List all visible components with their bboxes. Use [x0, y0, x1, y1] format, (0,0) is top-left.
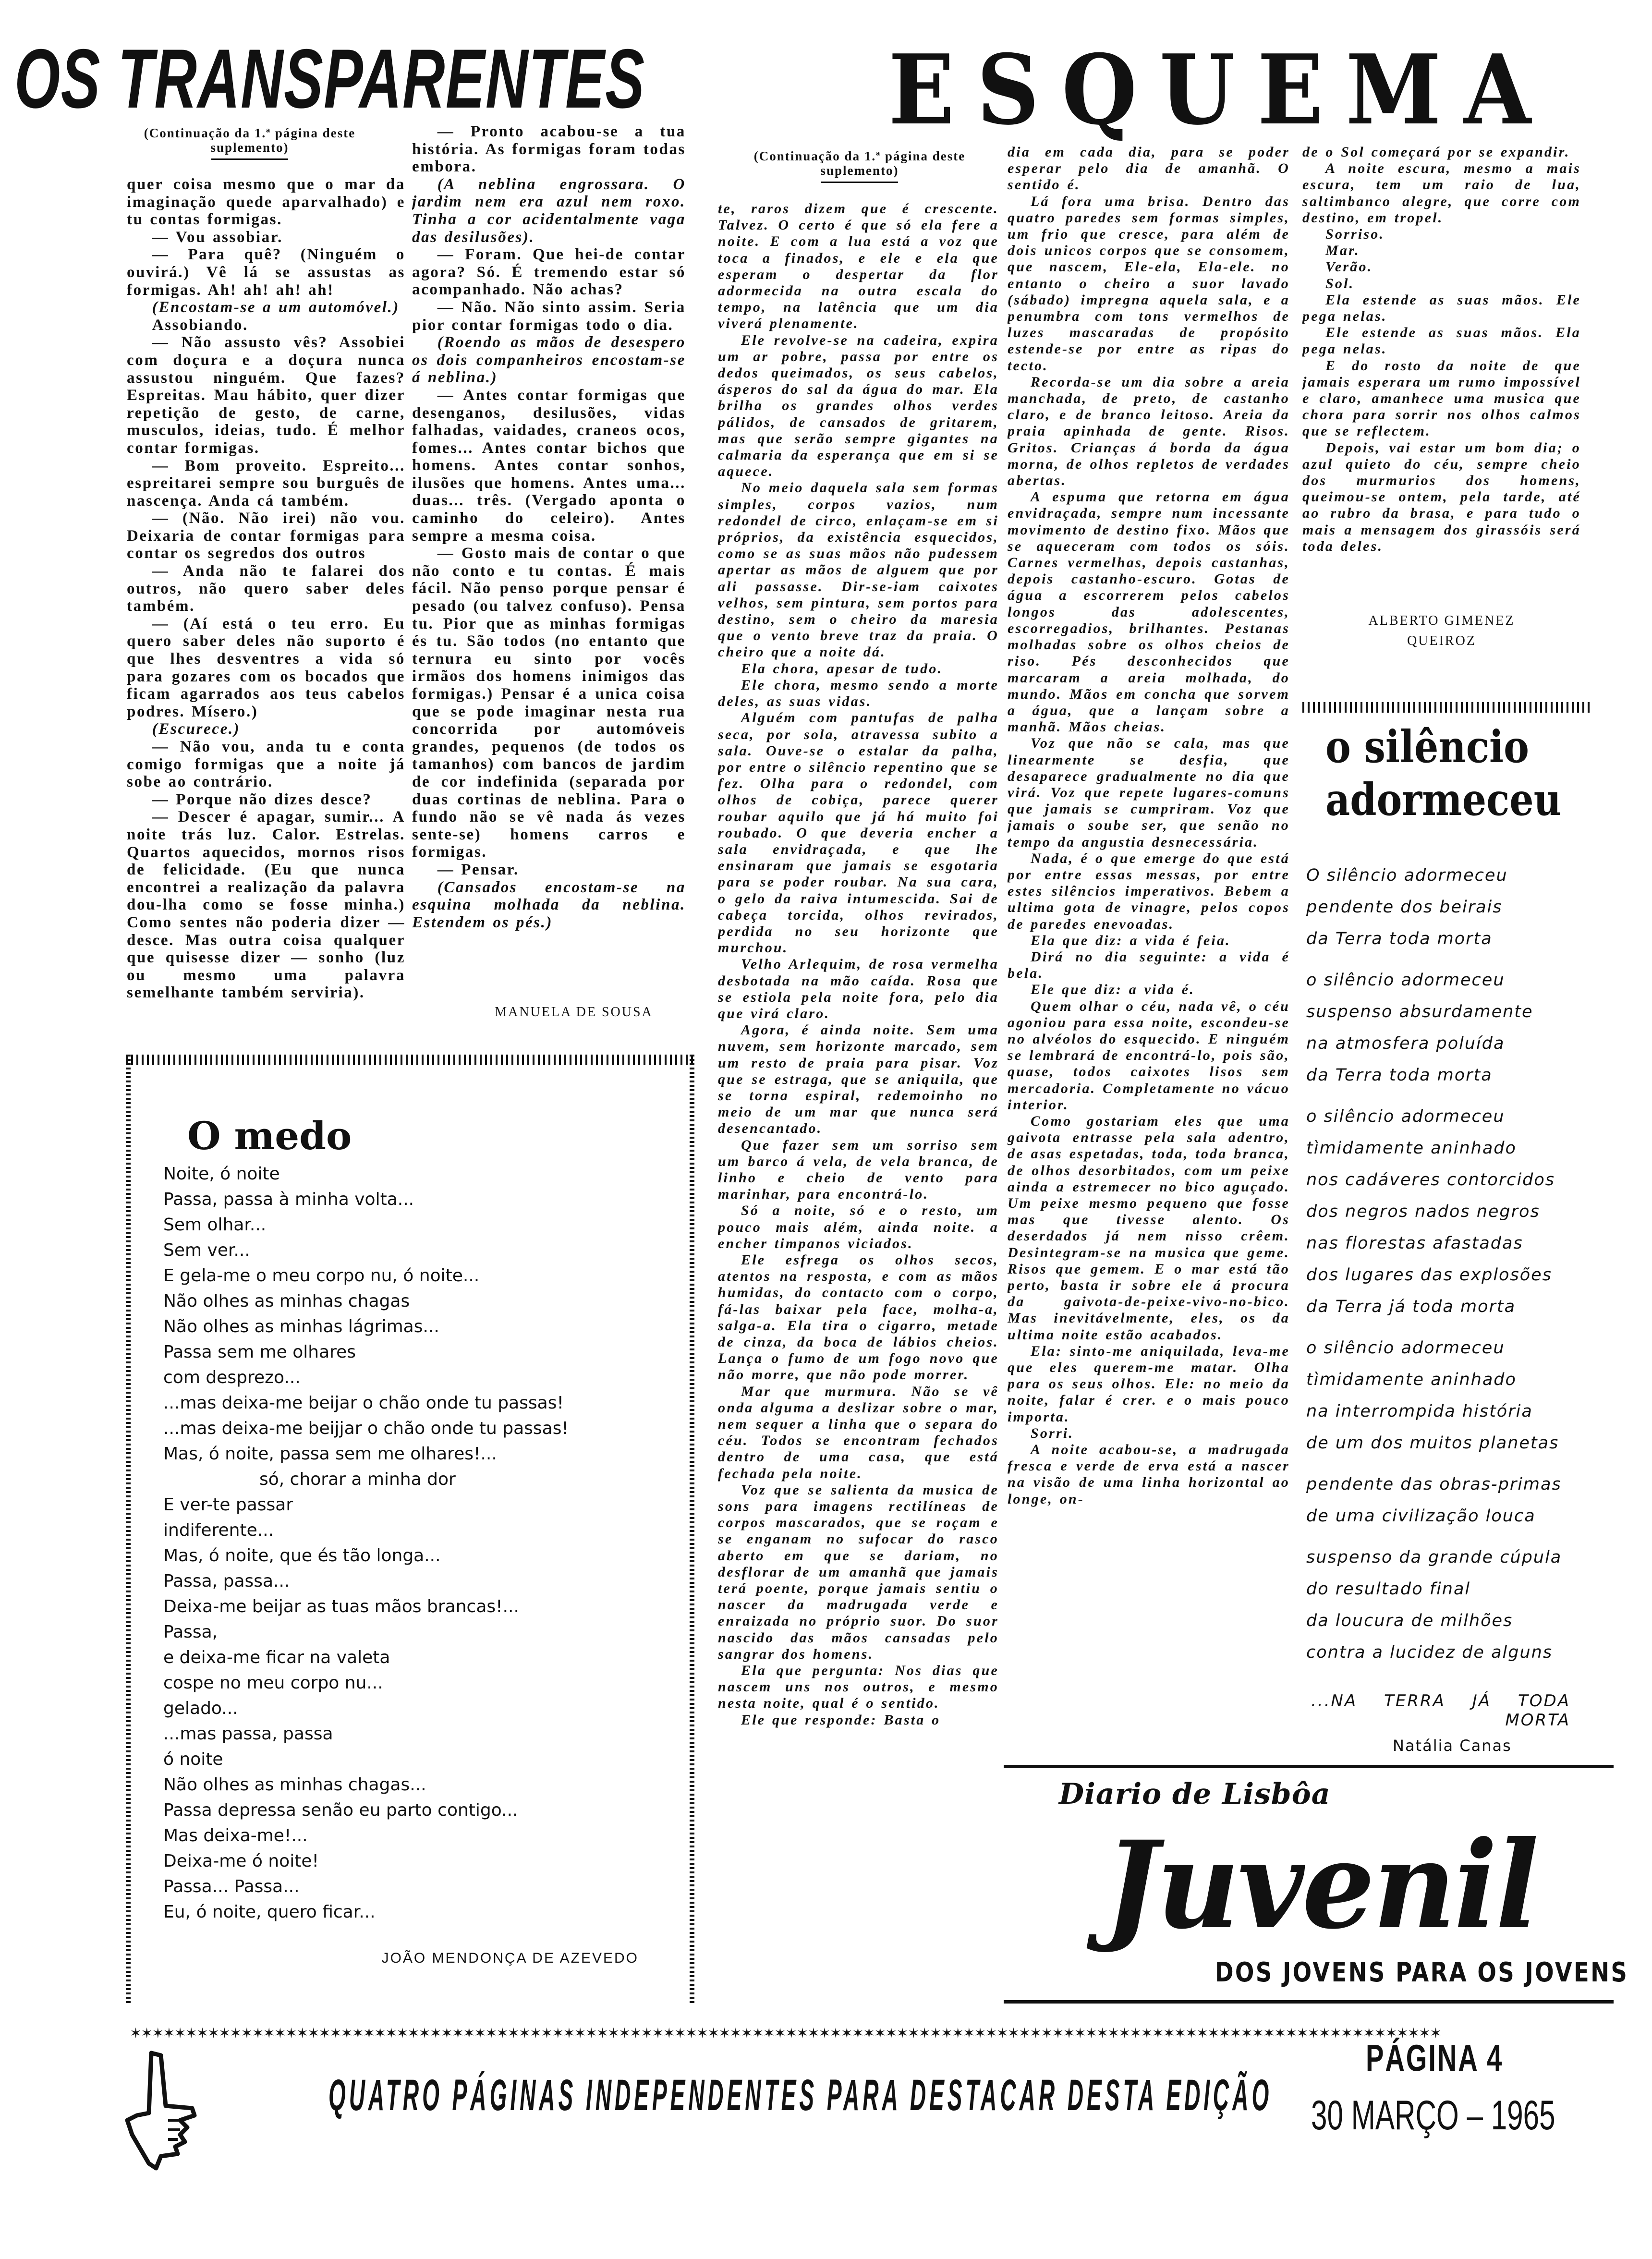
poem-line: na interrompida história — [1306, 1402, 1533, 1421]
poem-silencio-body — [1306, 860, 1604, 1678]
footer-headline: QUATRO PÁGINAS INDEPENDENTES PARA DESTACAR DESTA EDIÇÃO — [328, 2071, 1273, 2120]
paragraph: Voz que não se cala, mas que linearmente se desfia, que desaparece gradualmente no dia que virá. Voz que repete lugares-comuns que jamais se cumpriram. Voz que jamais o soube ser, que senão no tempo da angustia desnecessária. — [1008, 735, 1290, 850]
paragraph: Ela estende as suas mãos. Ele pega nelas. — [1302, 291, 1581, 325]
box-border-right — [690, 1055, 694, 2003]
decorative-divider — [1302, 702, 1591, 713]
poem-line: O silêncio adormeceu — [1306, 866, 1508, 885]
poem-line: ...mas deixa-me beijar o chão onde tu passas! — [163, 1393, 564, 1413]
poem-line: Passa... Passa... — [163, 1877, 300, 1896]
paragraph: Ela que diz: a vida é feia. — [1031, 932, 1231, 948]
poem-line: ...mas deixa-me beijjar o chão onde tu passas! — [163, 1419, 569, 1438]
poem-line: dos negros nados negros — [1306, 1202, 1540, 1221]
masthead-tagline: DOS JOVENS PARA OS JOVENS — [1215, 1957, 1629, 1988]
poem-line: tìmidamente aninhado — [1306, 1370, 1517, 1389]
paragraph: A noite acabou-se, a madrugada fresca e verde de erva está a nascer na visão de uma linha horizontal ao longe, on- — [1008, 1442, 1290, 1507]
esquema-column-3 — [1302, 144, 1581, 603]
paragraph: Sorri. — [1031, 1425, 1074, 1441]
paragraph: de o Sol começará por se expandir. — [1302, 144, 1570, 160]
paragraph: Depois, vai estar um bom dia; o azul quieto do céu, sempre cheio dos murmurios dos homens, queimou-se ontem, pela tarde, até ao rubro da brasa, e para tudo o mais a mensagem dos girassóis será toda deles. — [1302, 439, 1581, 554]
paragraph: — Anda não te falarei dos outros, não quero saber deles também. — [127, 562, 405, 615]
stage-direction: (A neblina engrossara. O jardim nem era azul nem roxo. Tinha a cor acidentalmente vaga das desilusões). — [412, 175, 686, 246]
poem-line: E gela-me o meu corpo nu, ó noite... — [163, 1266, 480, 1286]
poem-line: o silêncio adormeceu — [1306, 971, 1505, 990]
author-line: ALBERTO GIMENEZ — [1368, 613, 1515, 628]
divider-rule — [1004, 1765, 1614, 1768]
poem-stanza — [1306, 1542, 1604, 1668]
poem-stanza — [1306, 964, 1604, 1091]
poem-line: Não olhes as minhas chagas... — [163, 1775, 426, 1795]
paragraph: Agora, é ainda noite. Sem uma nuvem, sem horizonte marcado, sem um resto de praia para pisar. Voz que se estraga, que se aniquila, que se torna espiral, redemoinho no meio de um mar que nunca será desencantado. — [718, 1022, 999, 1137]
stage-direction: (Escurece.) — [152, 720, 241, 738]
paragraph: — Não assusto vês? Assobiei com doçura e a doçura nunca assustou ninguém. Que fazes? Espreitas. Mau hábito, quer dizer repetição de gesto, de carne, musculos, ideias, tudo. É melhor contar formigas. — [127, 334, 405, 457]
poem-line: e deixa-me ficar na valeta — [163, 1648, 390, 1667]
paragraph: Ele que responde: Basta o — [741, 1712, 941, 1728]
author-natalia-canas: Natália Canas — [1393, 1737, 1512, 1755]
paragraph: Como gostariam eles que uma gaivota entrasse pela sala adentro, de asas espetadas, toda, toda branca, de olhos desorbitados, com um peixe ainda a estremecer no bico aguçado. Um peixe mesmo pequeno que fosse mas que tivesse alento. Os deserdados já nem nisso crêem. Desintegram-se na musica que geme. Risos que gemem. E o mar está tão perto, basta ir sobre ele á procura da gaivota-de-peixe-vivo-no-bico. Mas inevitávelmente, eles, os da ultima noite estão acabados. — [1008, 1113, 1290, 1343]
poem-line: dos lugares das explosões — [1306, 1265, 1552, 1285]
paragraph: A espuma que retorna em água envidraçada, sempre num incessante movimento de destino fixo. Mãos que se aqueceram com todos os sóis. Carnes vermelhas, depois castanhas, depois castanho-escuro. Gotas de água a escorrerem pelos cabelos longos das adolescentes, escorregadios, brilhantes. Pestanas molhadas sobre os olhos cheios de riso. Pés desconhecidos que marcaram a areia molhada, do mundo. Mãos em concha que sorvem a água, que a lançam sobre a manhã. Mãos cheias. — [1008, 489, 1290, 735]
poem-line: na atmosfera poluída — [1306, 1034, 1505, 1053]
page-number: PÁGINA 4 — [1366, 2037, 1504, 2079]
paragraph: Ela: sinto-me aniquilada, leva-me que eles querem-me matar. Olha para os seus olhos. Ele: no meio da noite, falar é crer. e o mais pouco importa. — [1008, 1343, 1290, 1425]
title-line: o silêncio — [1325, 721, 1529, 773]
poem-line: Passa, passa... — [163, 1571, 290, 1591]
poem-stanza — [1306, 1332, 1604, 1459]
star-border-row: ✶✶✶✶✶✶✶✶✶✶✶✶✶✶✶✶✶✶✶✶✶✶✶✶✶✶✶✶✶✶✶✶✶✶✶✶✶✶✶✶✶✶✶✶✶✶✶✶✶✶✶✶✶✶✶✶✶✶✶✶✶✶✶✶✶✶✶✶✶✶✶✶✶✶✶✶✶✶✶✶✶✶✶✶✶✶✶✶✶✶✶✶✶✶✶✶✶✶✶✶✶✶✶✶✶✶✶✶✶✶✶✶✶✶✶✶✶✶ — [130, 2025, 1441, 2042]
stage-direction: (Cansados encostam-se na esquina molhada da neblina. Estendem os pés.) — [412, 878, 686, 931]
poem-line: ...mas passa, passa — [163, 1724, 333, 1744]
poem-line: de uma civilização louca — [1306, 1506, 1536, 1526]
paragraph: — Não vou, anda tu e conta comigo formigas que a noite já sobe ao contrário. — [127, 738, 405, 791]
poem-line: do resultado final — [1306, 1579, 1471, 1599]
issue-date: 30 MARÇO – 1965 — [1311, 2092, 1555, 2138]
paragraph: Mar que murmura. Não se vê onda alguma a deslizar sobre o mar, nem sequer a linha que o separa do céu. Todos se encontram fechados dentro de uma casa, que está fechada pela noite. — [718, 1383, 999, 1482]
masthead-diario-de-lisboa: Diario de Lisbôa — [1059, 1777, 1331, 1811]
poem-line: da loucura de milhões — [1306, 1611, 1513, 1630]
poem-line: Sem ver... — [163, 1240, 250, 1260]
transparentes-column-1 — [127, 176, 405, 1026]
poem-line: suspenso absurdamente — [1306, 1002, 1533, 1021]
paragraph: quer coisa mesmo que o mar da imaginação quede aparvalhado) e tu contas formigas. — [127, 176, 405, 229]
title-line: adormeceu — [1325, 774, 1562, 826]
paragraph: Nada, é o que emerge do que está por entre essas messas, por entre estes silêncios imperativos. Bebem a ultima gota de vinagre, pelos copos de paredes enevoadas. — [1008, 850, 1290, 932]
paragraph: — Pronto acabou-se a tua história. As formigas foram todas embora. — [412, 123, 686, 176]
poem-line: Passa, passa à minha volta... — [163, 1190, 414, 1209]
paragraph: E do rosto da noite de que jamais esperara um rumo impossível e claro, amanhece uma musica que chora para sorrir nos olhos calmos que se reflectem. — [1302, 357, 1581, 439]
poem-line: indiferente... — [163, 1520, 274, 1540]
paragraph: — Gosto mais de contar o que não conto e tu contas. É mais fácil. Não penso porque pensar é pesado (ou talvez confuso). Pensa tu. Pior que as minhas formigas és tu. São todos (no entanto que ternura eu sinto por vocês irmãos dos homens inimigos das formigas.) Pensar é a unica coisa que se pode imaginar nesta rua concorrida por automóveis grandes, pequenos (de todos os tamanhos) com bancos de jardim de cor indefinida (separada por duas cortinas de neblina. Para o fundo não se vê nada ás vezes sente-se) homens carros e formigas. — [412, 545, 686, 861]
paragraph: — Pensar. — [437, 861, 519, 878]
author-line: QUEIROZ — [1407, 633, 1476, 648]
poem-line: da Terra toda morta — [1306, 1066, 1493, 1085]
poem-line: suspenso da grande cúpula — [1306, 1548, 1562, 1567]
paragraph: Ele revolve-se na cadeira, expira um ar pobre, passa por entre os dedos queimados, os seus cabelos, ásperos do sal da água do mar. Ela brilha os grandes olhos verdes pálidos, de cansados de gritarem, mas que serão sempre gigantes na calmaria da esperança que em si se aquece. — [718, 332, 999, 480]
paragraph: Verão. — [1325, 259, 1373, 275]
poem-stanza — [1306, 1101, 1604, 1323]
poem-closing-line: ...NA TERRA JÁ TODA MORTA — [1311, 1691, 1570, 1730]
masthead-juvenil-logo: Juvenil — [1105, 1814, 1537, 1955]
poem-line: tìmidamente aninhado — [1306, 1139, 1517, 1158]
poem-line: só, chorar a minha dor — [259, 1470, 456, 1489]
author-manuela-de-sousa: MANUELA DE SOUSA — [495, 1005, 653, 1020]
paragraph: Ele estende as suas mãos. Ela pega nelas. — [1302, 325, 1581, 357]
poem-medo-body — [163, 1161, 682, 1925]
paragraph: Dirá no dia seguinte: a vida é bela. — [1008, 948, 1290, 982]
poem-line: gelado... — [163, 1699, 238, 1718]
esquema-column-1 — [718, 201, 999, 2009]
paragraph: — (Aí está o teu erro. Eu quero saber deles não suporto é que lhes desventres a vida só para gozares com os bocados que ficam agarrados aos teus cabelos podres. Mísero.) — [127, 615, 405, 720]
stage-direction: (Encostam-se a um automóvel.) — [152, 299, 400, 316]
poem-line: Mas, ó noite, que és tão longa... — [163, 1546, 441, 1566]
esquema-column-2 — [1008, 144, 1290, 1725]
poem-line: Eu, ó noite, quero ficar... — [163, 1902, 376, 1922]
poem-line: Noite, ó noite — [163, 1164, 280, 1184]
paragraph: Ele esfrega os olhos secos, atentos na resposta, e com as mãos humidas, do contacto com o corpo, fá-las baixar pela face, molha-a, salga-a. Ela tira o cigarro, metade de cinza, da boca de lábios cheios. Lança o fumo de um fogo novo que não morre, que não pode morrer. — [718, 1252, 999, 1383]
poem-line: Passa, — [163, 1622, 218, 1642]
paragraph: Que fazer sem um sorriso sem um barco á vela, de vela branca, de linho e cheio de vento para marinhar, para encontrá-lo. — [718, 1137, 999, 1202]
poem-line: nas florestas afastadas — [1306, 1234, 1523, 1253]
box-border-top — [126, 1055, 694, 1065]
paragraph: Recorda-se um dia sobre a areia manchada, de preto, de castanho claro, e de branco leitoso. Areia da praia apinhada de gente. Risos. Gritos. Crianças á borda da água morna, de olhos repletos de verdades abertas. — [1008, 374, 1290, 489]
poem-line: o silêncio adormeceu — [1306, 1107, 1505, 1126]
poem-line: E ver-te passar — [163, 1495, 293, 1515]
poem-line: ó noite — [163, 1749, 223, 1769]
paragraph: Só a noite, só e o resto, um pouco mais além, ainda noite. a encher timpanos viciados. — [718, 1202, 999, 1251]
paragraph: — Antes contar formigas que desenganos, desilusões, vidas falhadas, vaidades, craneos ocos, fomes... Antes contar bichos que homens. Antes contar sonhos, ilusões que homens. Antes uma... duas... três. (Vergado aponta o caminho do celeiro). Antes sempre a mesma coisa. — [412, 386, 686, 545]
poem-line: Mas deixa-me!... — [163, 1826, 308, 1846]
paragraph: — (Não. Não irei) não vou. Deixaria de contar formigas para contar os segredos dos outros — [127, 510, 405, 562]
poem-line: Passa depressa senão eu parto contigo... — [163, 1800, 518, 1820]
poem-line: Mas, ó noite, passa sem me olhares!... — [163, 1444, 497, 1464]
article-title-esquema: ESQUEMA — [888, 34, 1554, 146]
poem-line: Não olhes as minhas lágrimas... — [163, 1317, 439, 1336]
paragraph: Ela que pergunta: Nos dias que nascem uns nos outros, e mesmo nesta noite, qual é o sentido. — [718, 1663, 999, 1712]
box-border-left — [126, 1055, 131, 2003]
poem-stanza — [1306, 860, 1604, 955]
poem-line: da Terra toda morta — [1306, 929, 1493, 948]
paragraph: Mar. — [1325, 243, 1360, 259]
poem-line: Sem olhar... — [163, 1215, 267, 1235]
paragraph: Sorriso. — [1325, 226, 1385, 243]
paragraph: Voz que se salienta da musica de sons para imagens rectilíneas de corpos mascarados, que se roçam e se enganam no sufocar do rasco aberto em que se dariam, no desflorar de um amanhã que jamais terá poente, porque jamais sentiu o nascer da madrugada verde e enraizada no próprio suor. Do suor nascido das mãos cansadas pelo sangrar dos homens. — [718, 1482, 999, 1662]
poem-title-o-medo: O medo — [187, 1113, 352, 1158]
paragraph: Velho Arlequim, de rosa vermelha desbotada na mão caída. Rosa que se estiola pela noite fora, pelo dia que virá claro. — [718, 956, 999, 1021]
paragraph: Ele chora, mesmo sendo a morte deles, as suas vidas. — [718, 677, 999, 710]
paragraph: Lá fora uma brisa. Dentro das quatro paredes sem formas simples, um frio que cresce, para além de dois unicos corpos que se consomem, que nascem, Ele-ela, Ela-ele. no entanto o cheiro a suor lavado (sábado) impregna aquela sala, e a penumbra com tons vermelhos de luzes mascaradas de propósito estende-se por entre as ripas do tecto. — [1008, 193, 1290, 374]
paragraph: Assobiando. — [152, 316, 248, 334]
paragraph: — Vou assobiar. — [152, 228, 283, 246]
poem-line: Deixa-me beijar as tuas mãos brancas!... — [163, 1597, 519, 1616]
paragraph: — Foram. Que hei-de contar agora? Só. É tremendo estar só acompanhado. Não achas? — [412, 246, 686, 299]
author-alberto-gimenez-queiroz — [1302, 611, 1581, 651]
divider-rule — [1004, 2000, 1614, 2004]
paragraph: — Para quê? (Ninguém o ouvirá.) Vê lá se assustas as formigas. Ah! ah! ah! ah! — [127, 246, 405, 299]
paragraph: Ela chora, apesar de tudo. — [741, 660, 943, 677]
poem-line: cospe no meu corpo nu... — [163, 1673, 383, 1693]
paragraph: — Porque não dizes desce? — [152, 790, 372, 808]
poem-line: Passa sem me olhares — [163, 1342, 356, 1362]
paragraph: Sol. — [1325, 275, 1355, 291]
paragraph: — Não. Não sinto assim. Seria pior contar formigas todo o dia. — [412, 298, 686, 334]
paragraph: No meio daquela sala sem formas simples, corpos vazios, num redondel de circo, enlaçam-se em si próprios, da existência esquecidos, como se as suas mãos não pudessem apertar as mãos de alguem que por ali passasse. Dir-se-iam caixotes velhos, sem pintura, sem portos para destino, sem o cheiro da maresia que o vento breve traz da praia. O cheiro que a noite dá. — [718, 480, 999, 660]
poem-line: com desprezo... — [163, 1368, 301, 1387]
paragraph: dia em cada dia, para se poder esperar pelo dia de amanhã. O sentido é. — [1008, 144, 1290, 193]
transparentes-column-2 — [412, 123, 686, 1000]
poem-line: pendente das obras-primas — [1306, 1475, 1562, 1494]
poem-line: de um dos muitos planetas — [1306, 1433, 1559, 1453]
poem-line: nos cadáveres contorcidos — [1306, 1170, 1555, 1190]
continuation-note: (Continuação da 1.ª página deste suplemento) — [725, 149, 994, 183]
paragraph: — Descer é apagar, sumir... A noite trás luz. Calor. Estrelas. Quartos aquecidos, mornos risos de felicidade. (Eu que nunca encontrei a realização da palavra dou-lha como se fosse minha.) Como sentes não poderia dizer — desce. Mas outra coisa qualquer que quisesse dizer — sonho (luz ou mesmo uma palavra semelhante também serviria). — [127, 808, 405, 1002]
paragraph: — Bom proveito. Espreito... espreitarei sempre sou burguês de nascença. Anda cá também. — [127, 457, 405, 510]
stage-direction: (Roendo as mãos de desespero os dois companheiros encostam-se á neblina.) — [412, 334, 686, 387]
paragraph: Quem olhar o céu, nada vê, o céu agoniou para essa noite, escondeu-se no alvéolos do esquecido. E ninguém se lembrará de encontrá-lo, pois são, quase, todos caixotes lisos sem mercadoria. Completamente no vácuo interior. — [1008, 998, 1290, 1113]
paragraph: Alguém com pantufas de palha seca, por sola, atravessa subito a sala. Ouve-se o estalar da palha, por entre o silêncio repentino que se fez. Olha para o redondel, com olhos de cobiça, parece querer roubar aquilo que já há muito foi roubado. O que deveria encher a sala envidraçada, e que lhe ensinaram que jamais se esgotaria para se poder roubar. Na sua cara, o gelo da raiva intumescida. Sai de cabeça torcida, olhos revirados, perdida no seu horizonte que murchou. — [718, 710, 999, 956]
paragraph: Ele que diz: a vida é. — [1031, 982, 1195, 998]
poem-line: Deixa-me ó noite! — [163, 1851, 319, 1871]
poem-line: pendente dos beirais — [1306, 898, 1503, 917]
poem-line: Não olhes as minhas chagas — [163, 1291, 410, 1311]
paragraph: te, raros dizem que é crescente. Talvez. O certo é que só ela fere a noite. E com a lua está a voz que toca a finados, e ele e ela que esperam o despertar da flor adormecida na outra escala do tempo, na latência que um dia viverá plenamente. — [718, 201, 999, 332]
article-title-os-transparentes: OS TRANSPARENTES — [14, 32, 645, 126]
poem-stanza — [1306, 1469, 1604, 1532]
poem-line: contra a lucidez de alguns — [1306, 1643, 1553, 1662]
pointing-hand-icon — [122, 2048, 219, 2173]
poem-line: o silêncio adormeceu — [1306, 1338, 1505, 1358]
poem-line: da Terra já toda morta — [1306, 1297, 1516, 1316]
author-joao-mendonca-de-azevedo: JOÃO MENDONÇA DE AZEVEDO — [381, 1950, 639, 1966]
poem-title-o-silencio-adormeceu — [1325, 720, 1562, 826]
continuation-note: (Continuação da 1.ª página deste suplemento) — [130, 126, 370, 160]
paragraph: A noite escura, mesmo a mais escura, tem um raio de lua, saltimbanco alegre, que corre com destino, em tropel. — [1302, 160, 1581, 226]
